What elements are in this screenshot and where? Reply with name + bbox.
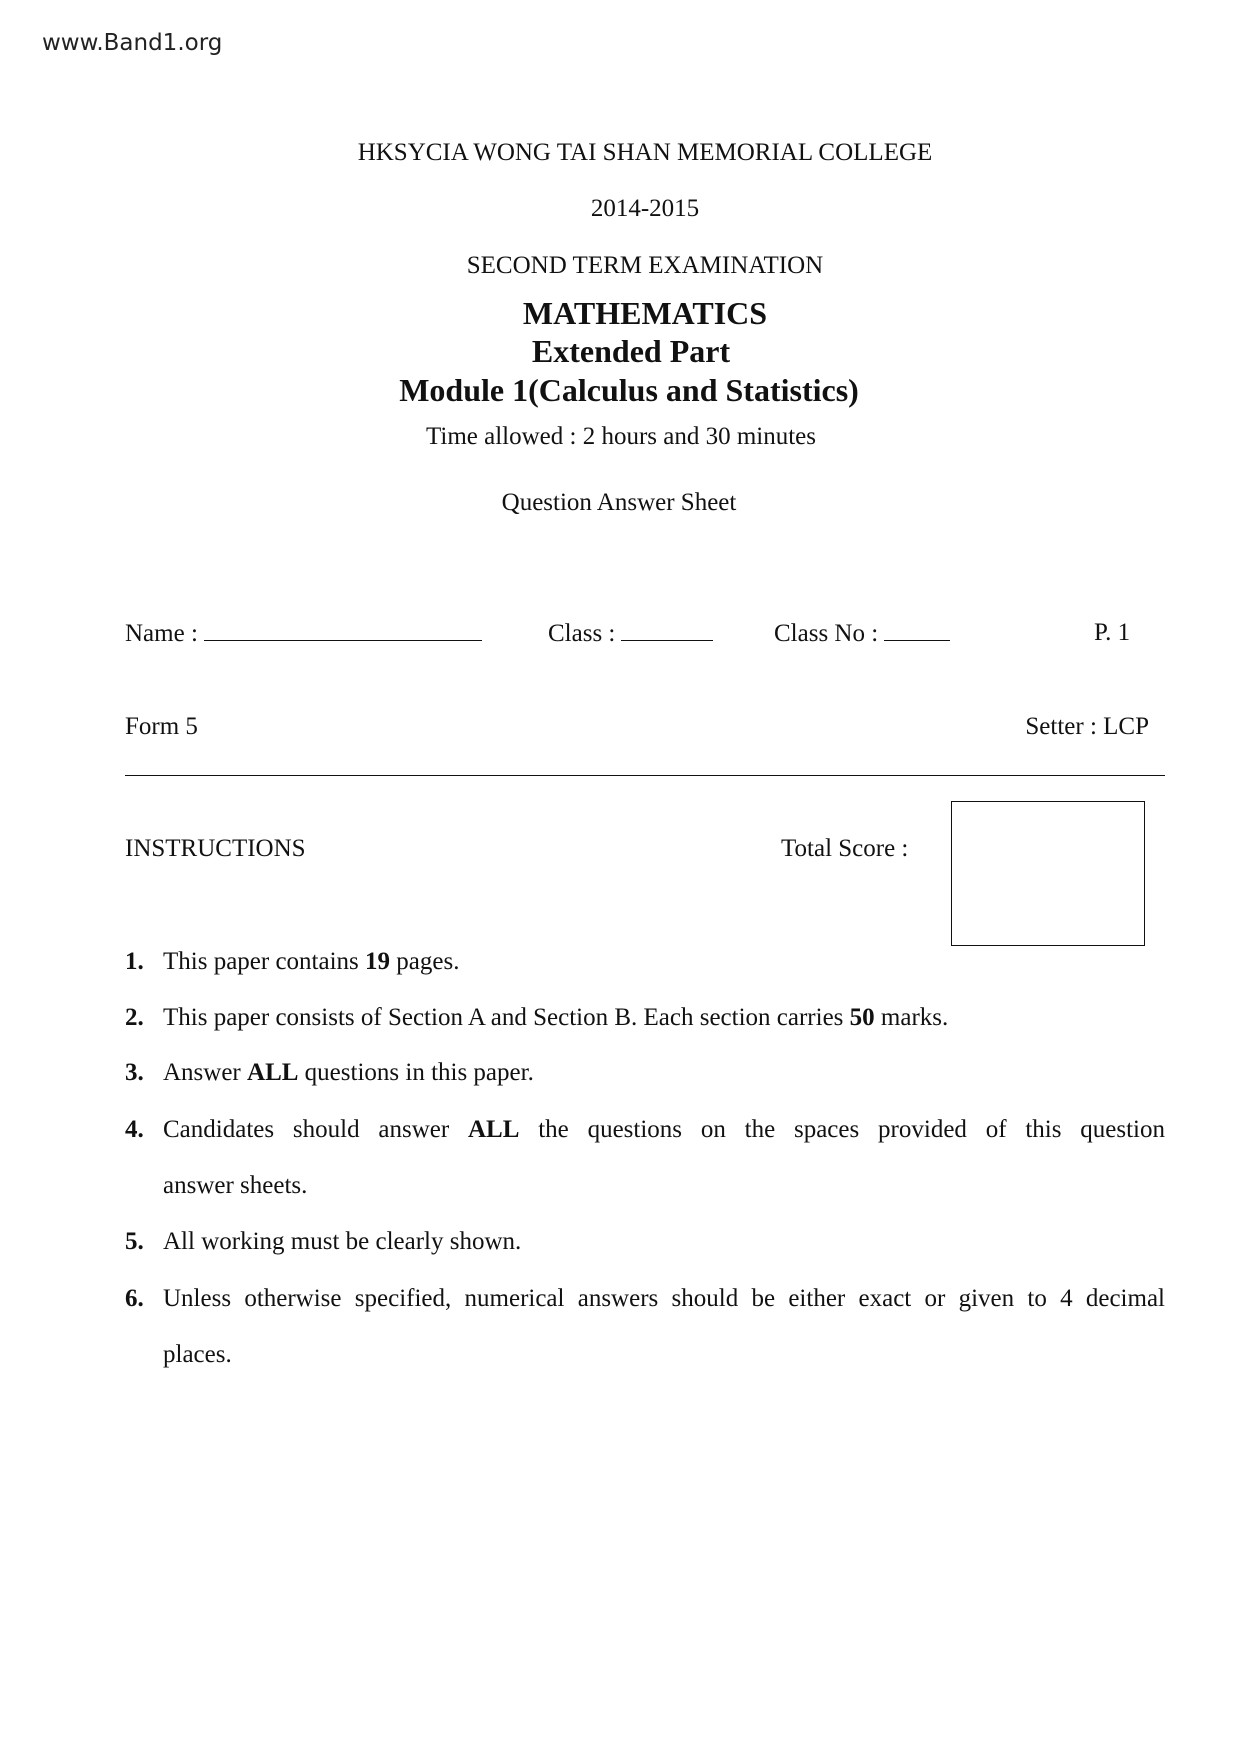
class-no-field[interactable] <box>774 618 950 649</box>
item-number: 2. <box>125 1004 144 1031</box>
item-number: 6. <box>125 1285 144 1312</box>
item-bold: ALL <box>468 1116 520 1143</box>
class-field[interactable] <box>548 618 713 649</box>
item-number: 4. <box>125 1116 144 1143</box>
name-blank[interactable] <box>204 618 482 641</box>
instruction-item <box>125 1115 1165 1205</box>
item-continuation: places. <box>163 1341 232 1368</box>
total-score-box[interactable] <box>951 801 1145 946</box>
time-allowed: Time allowed : 2 hours and 30 minutes <box>425 423 817 450</box>
item-number: 5. <box>125 1228 144 1255</box>
name-field[interactable] <box>125 618 482 649</box>
exam-title: SECOND TERM EXAMINATION <box>466 252 824 279</box>
item-text: pages. <box>390 948 460 975</box>
instruction-item <box>125 1284 1165 1374</box>
item-text: Unless otherwise specified, numerical answers should be either exact or given to 4 decimal <box>163 1285 1165 1312</box>
class-label: Class : <box>548 620 616 647</box>
item-text: All working must be clearly shown. <box>163 1228 522 1255</box>
module-title: Module 1(Calculus and Statistics) <box>399 372 859 408</box>
item-text: questions in this paper. <box>298 1059 534 1086</box>
divider <box>125 775 1165 776</box>
item-continuation: answer sheets. <box>163 1172 308 1199</box>
item-text: Candidates should answer <box>163 1116 468 1143</box>
class-no-label: Class No : <box>774 620 879 647</box>
item-number: 3. <box>125 1059 144 1086</box>
item-text: This paper contains <box>163 948 366 975</box>
instructions-heading: INSTRUCTIONS <box>125 835 306 862</box>
page-number: P. 1 <box>1094 619 1131 646</box>
item-text: marks. <box>874 1004 949 1031</box>
total-score-label: Total Score : <box>781 835 909 862</box>
item-bold: ALL <box>247 1059 299 1086</box>
subject-title: MATHEMATICS <box>522 295 768 331</box>
exam-year: 2014-2015 <box>590 195 700 222</box>
school-name: HKSYCIA WONG TAI SHAN MEMORIAL COLLEGE <box>357 139 933 166</box>
item-text: This paper consists of Section A and Section B. Each section carries <box>163 1004 850 1031</box>
name-label: Name : <box>125 620 198 647</box>
item-number: 1. <box>125 948 144 975</box>
sheet-title: Question Answer Sheet <box>501 489 737 516</box>
class-no-blank[interactable] <box>884 618 950 641</box>
setter: Setter : LCP <box>1025 713 1149 740</box>
item-text: Answer <box>163 1059 248 1086</box>
form-level: Form 5 <box>125 713 198 740</box>
item-text: the questions on the spaces provided of this question <box>519 1116 1166 1143</box>
class-blank[interactable] <box>621 618 713 641</box>
part-title: Extended Part <box>531 333 731 369</box>
watermark: www.Band1.org <box>42 30 223 56</box>
item-bold: 50 <box>849 1004 875 1031</box>
item-bold: 19 <box>365 948 391 975</box>
